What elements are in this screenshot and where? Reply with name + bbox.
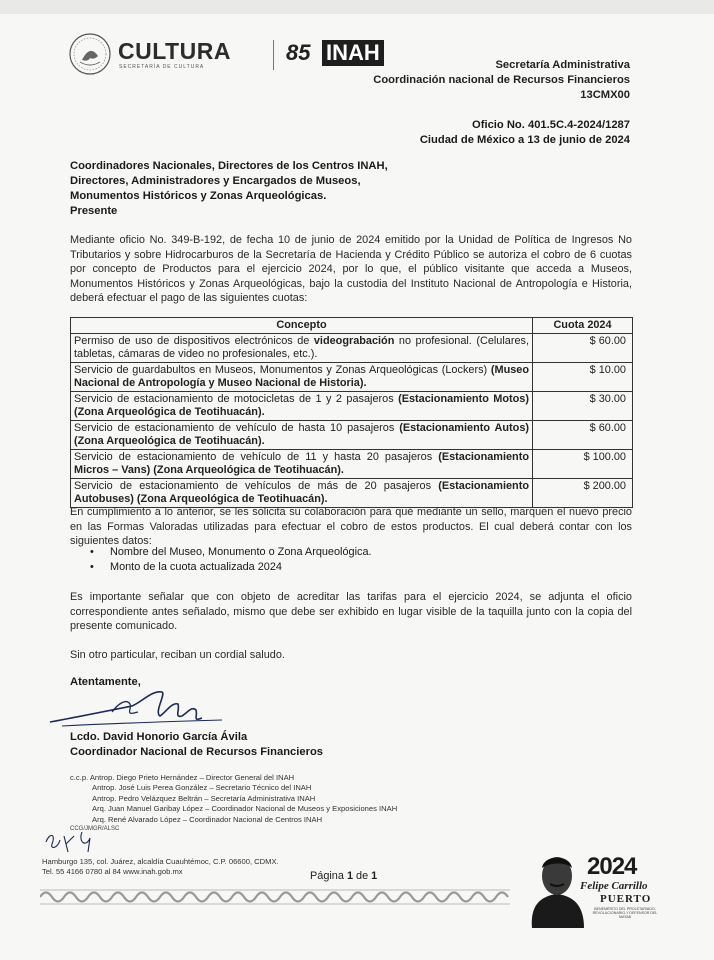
brand-inah-logo: INAH (322, 40, 384, 66)
ccp-line: Antrop. José Luis Perea González – Secretario Técnico del INAH (92, 783, 312, 793)
table-row (71, 363, 633, 392)
header-divider (273, 40, 274, 70)
amount-cell: $ 30.00 (533, 392, 633, 421)
signer-title: Coordinador Nacional de Recursos Financieros (70, 745, 324, 758)
ccp-line: c.c.p. Antrop. Diego Prieto Hernández – Director General del INAH (70, 773, 295, 782)
addressee-line: Monumentos Históricos y Zonas Arqueológicas. (70, 190, 327, 202)
issuing-office-line: 13CMX00 (580, 89, 630, 101)
oficio-number: Oficio No. 401.5C.4-2024/1287 (472, 119, 630, 131)
concept-cell: Servicio de estacionamiento de vehículo de hasta 10 pasajeros (Estacionamiento Autos) (Zona Arqueológica de Teotihuacán). (71, 421, 533, 450)
greeting-paragraph: Sin otro particular, reciban un cordial saludo. (70, 649, 285, 661)
column-header-concepto: Concepto (71, 318, 533, 334)
reference-initials: CCG/JMGR/ALSC (70, 826, 120, 832)
issuing-office-line: Coordinación nacional de Recursos Financieros (373, 74, 630, 86)
request-paragraph: En cumplimiento a lo anterior, se les solicita su colaboración para qué mediante un sello, marquen el nuevo precio en las Formas Valoradas utilizadas para efectuar el cobro de estos productos. El cual deberá contar con los siguientes datos: (70, 506, 632, 548)
amount-cell: $ 10.00 (533, 363, 633, 392)
addressee-block (70, 159, 388, 219)
issuing-office (373, 58, 630, 103)
mexico-coat-of-arms-icon (68, 32, 112, 76)
ccp-list (70, 773, 397, 825)
addressee-line: Directores, Administradores y Encargados de Museos, (70, 175, 361, 187)
signer-name: Lcdo. David Honorio García Ávila (70, 731, 248, 743)
fees-table (70, 317, 633, 508)
table-row (71, 421, 633, 450)
emblem-caption: BENEMÉRITO DEL PROLETARIADO, REVOLUCIONARIO Y DEFENSOR DEL MAYAB (592, 907, 658, 920)
addressee-line: Presente (70, 205, 118, 217)
emblem-name-line1: Felipe Carrillo (580, 880, 648, 892)
concept-cell: Permiso de uso de dispositivos electrónicos de videograbación no profesional. (Celulares, tabletas, cámaras de video no profesionales, etc.). (71, 334, 533, 363)
amount-cell: $ 60.00 (533, 334, 633, 363)
note-paragraph: Es importante señalar que con objeto de acreditar las tarifas para el ejercicio 2024, se adjunta el oficio correspondiente antes señalado, mismo que debe ser exhibido en lugar visible de la taquilla junto con la copia del presente comunicado. (70, 591, 632, 633)
concept-cell: Servicio de estacionamiento de vehículo de 11 y hasta 20 pasajeros (Estacionamiento Micros – Vans) (Zona Arqueológica de Teotihuacán). (71, 450, 533, 479)
oficio-block (420, 118, 630, 148)
list-item: • Nombre del Museo, Monumento o Zona Arqueológica. (90, 545, 372, 560)
table-row (71, 479, 633, 508)
list-item: • Monto de la cuota actualizada 2024 (90, 560, 372, 575)
concept-cell: Servicio de guardabultos en Museos, Monumentos y Zonas Arqueológicas (Lockers) (Museo Nacional de Antropología y Museo Nacional de Historia). (71, 363, 533, 392)
column-header-cuota: Cuota 2024 (533, 318, 633, 334)
signer-block (70, 730, 323, 759)
intro-paragraph: Mediante oficio No. 349-B-192, de fecha 10 de junio de 2024 emitido por la Unidad de Política de Ingresos No Tributarios y sobre Hidrocarburos de la Secretaría de Hacienda y Crédito Público se autoriza el cobro de 6 cuotas por concepto de Productos para el ejercicio 2024, por lo que, el público visitante que acceda a Museos, Monumentos Históricos y Zonas Arqueológicas, bajo la custodia del Instituto Nacional de Antropología e Historia, deberá efectuar el pago de las siguientes cuotas: (70, 234, 632, 305)
concept-cell: Servicio de estacionamiento de vehículos de más de 20 pasajeros (Estacionamiento Autobuses) (Zona Arqueológica de Teotihuacán). (71, 479, 533, 508)
emblem-year: 2024 (587, 853, 637, 880)
table-header-row (71, 318, 633, 334)
decorative-footer-pattern (40, 886, 510, 908)
table-row (71, 334, 633, 363)
required-data-list (90, 545, 372, 574)
concept-cell: Servicio de estacionamiento de motocicletas de 1 y 2 pasajeros (Estacionamiento Motos) (Zona Arqueológica de Teotihuacán). (71, 392, 533, 421)
brand-cultura: CULTURA (118, 38, 231, 64)
addressee-line: Coordinadores Nacionales, Directores de los Centros INAH, (70, 160, 388, 172)
ccp-line: Arq. René Alvarado López – Coordinador Nacional de Centros INAH (92, 814, 323, 824)
footer-address-block (42, 857, 279, 878)
footer-contact: Tel. 55 4166 0780 al 84 www.inah.gob.mx (42, 867, 183, 877)
brand-85-anniversary: 85 (286, 40, 311, 65)
brand-cultura-subtitle: SECRETARÍA DE CULTURA (119, 64, 205, 70)
footer-address: Hamburgo 135, col. Juárez, alcaldía Cuauhtémoc, C.P. 06600, CDMX. (42, 857, 279, 866)
page-number: Página 1 de 1 (310, 870, 378, 882)
amount-cell: $ 60.00 (533, 421, 633, 450)
closing-salutation: Atentamente, (70, 676, 141, 688)
scan-edge (0, 0, 714, 14)
emblem-name-line2: PUERTO (600, 893, 652, 905)
table-row (71, 450, 633, 479)
amount-cell: $ 100.00 (533, 450, 633, 479)
handwritten-initials (42, 822, 122, 862)
ccp-line: Antrop. Pedro Velázquez Beltrán – Secretaría Administrativa INAH (92, 793, 316, 803)
ccp-line: Arq. Juan Manuel Garibay López – Coordinador Nacional de Museos y Exposiciones INAH (92, 804, 398, 814)
amount-cell: $ 200.00 (533, 479, 633, 508)
table-row (71, 392, 633, 421)
issuing-office-line: Secretaría Administrativa (495, 59, 630, 71)
oficio-date: Ciudad de México a 13 de junio de 2024 (419, 134, 630, 146)
